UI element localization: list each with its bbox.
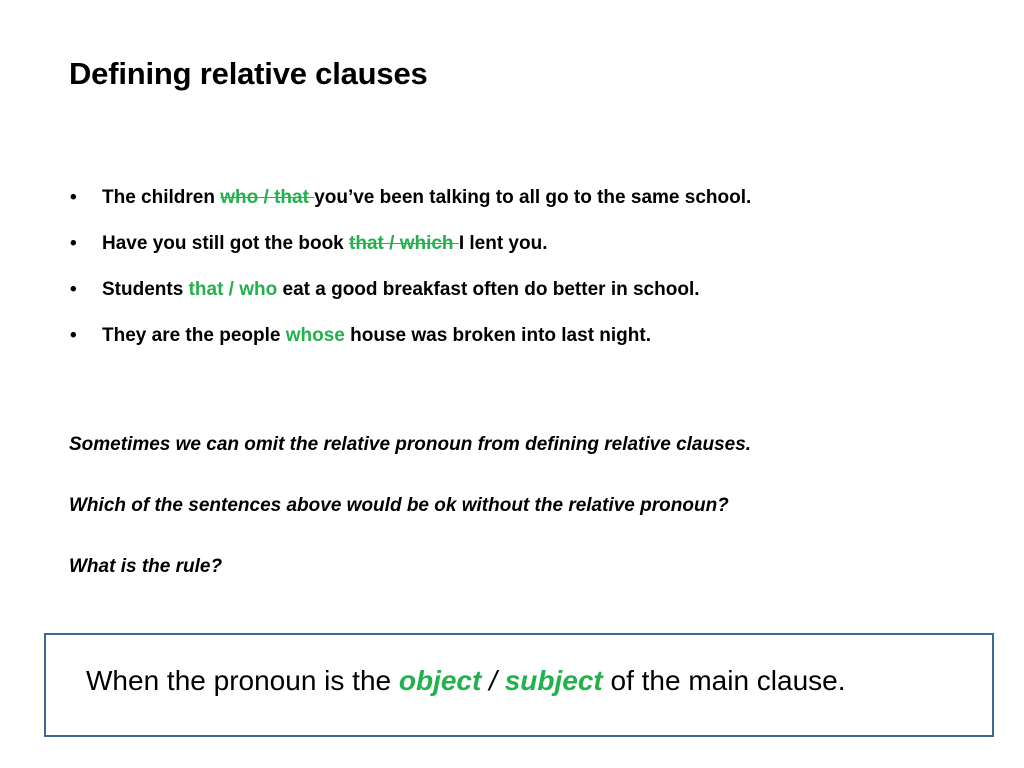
question-prompt: Which of the sentences above would be ok without the relative pronoun?: [69, 495, 729, 516]
sentence-text: [102, 231, 548, 257]
answer-end: of the main clause.: [602, 665, 846, 696]
bullet-icon: •: [70, 187, 77, 208]
sentence-end: I lent you.: [458, 233, 548, 254]
bullet-icon: •: [70, 279, 77, 300]
rule-prompt: What is the rule?: [69, 556, 223, 577]
relative-pronoun: who / that: [220, 187, 315, 208]
sentence-text: [102, 277, 700, 303]
sentence-start: Have you still got the book: [102, 233, 350, 254]
sentence-end: you’ve been talking to all go to the same school.: [314, 187, 752, 208]
slide-title: Defining relative clauses: [69, 56, 428, 91]
sentence-end: house was broken into last night.: [344, 325, 652, 346]
answer-start: When the pronoun is the: [86, 665, 399, 696]
sentence-start: The children: [102, 187, 221, 208]
relative-pronoun: whose: [285, 325, 345, 346]
sentence-end: eat a good breakfast often do better in school.: [277, 279, 700, 300]
omit-note: Sometimes we can omit the relative pronoun from defining relative clauses.: [69, 434, 752, 455]
answer-box: [44, 633, 994, 737]
notes-section: [69, 430, 859, 613]
answer-text: [86, 665, 846, 697]
bullet-icon: •: [70, 325, 77, 346]
sentence-start: They are the people: [102, 325, 286, 346]
answer-keyword-subject: subject: [504, 665, 603, 696]
relative-pronoun: that / who: [188, 279, 278, 300]
sentence-start: Students: [102, 279, 189, 300]
relative-pronoun: that / which: [349, 233, 459, 254]
sentence-text: [102, 323, 651, 349]
sentence-text: [102, 185, 751, 211]
bullet-icon: •: [70, 233, 77, 254]
answer-keyword-object: object: [398, 665, 482, 696]
answer-slash: /: [481, 665, 505, 696]
